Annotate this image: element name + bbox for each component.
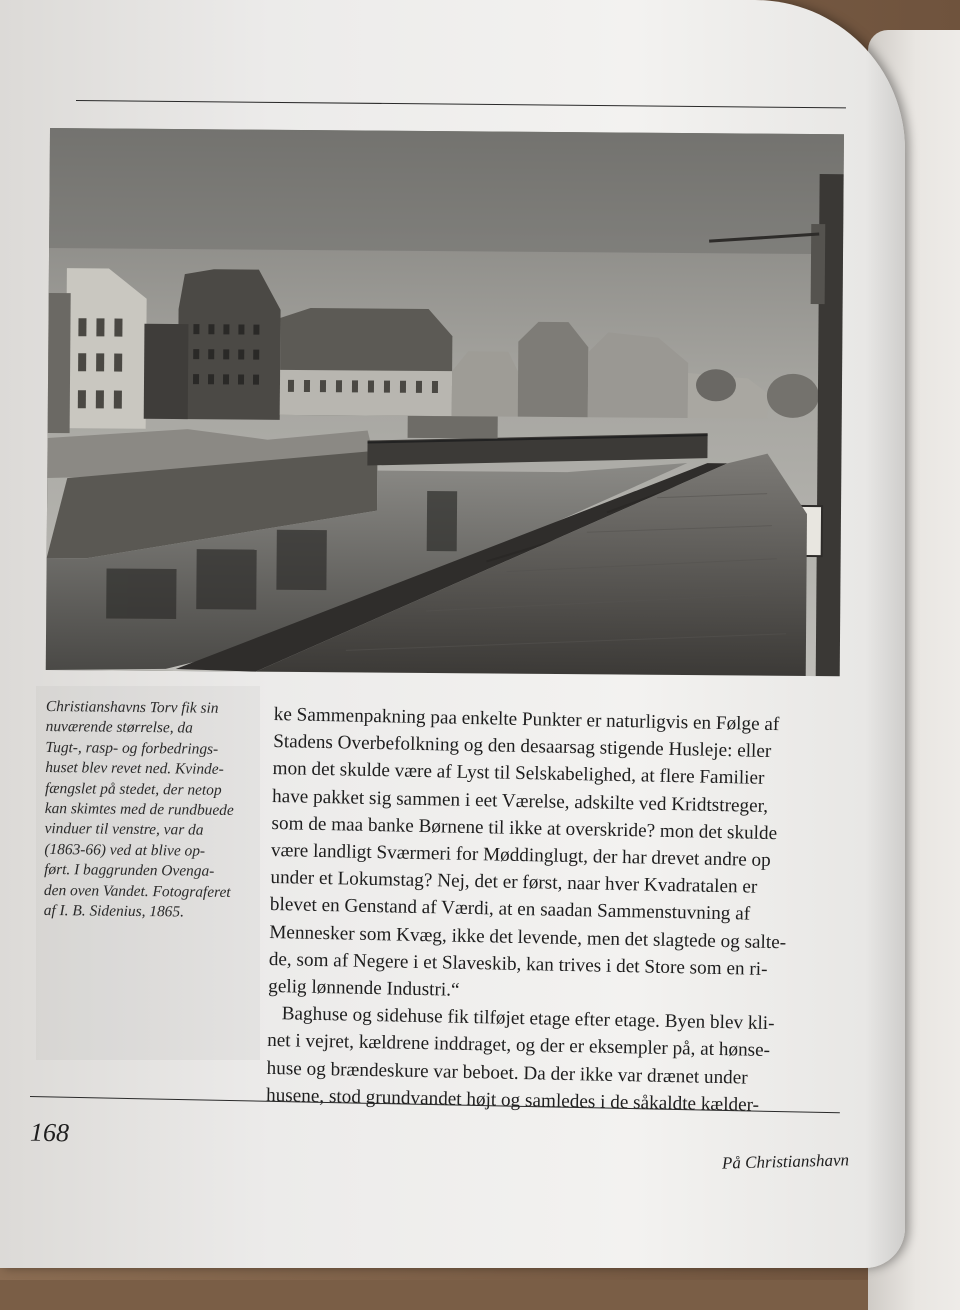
page-curve-shade — [865, 0, 905, 1268]
page-number: 168 — [29, 1117, 70, 1148]
body-line: Baghuse og sidehuse fik tilføjet etage efter etage. Byen blev kli- — [281, 1003, 775, 1035]
canal-photo-illustration — [46, 128, 844, 676]
body-line: huse og brændeskure var beboet. Da der ikke var drænet under — [266, 1057, 748, 1089]
photo-caption: Christianshavns Torv fik sin nuværende størrelse, da Tugt-, rasp- og forbedrings- huset blev revet ned. Kvinde- fængslet på stedet, der netop kan skimtes med de rundbuede vinduer til venstre, var da (1863-66) ved at blive op- ført. I baggrunden Ovenga- den oven Vandet. Fotograferet af I. B. Sidenius, 1865. — [43, 697, 234, 921]
body-line: husene, stod grundvandet højt og samledes i de såkaldte kælder- — [265, 1084, 760, 1116]
body-line: Stadens Overbefolkning og den desaarsag stigende Husleje: eller — [272, 731, 772, 763]
historical-photograph — [46, 128, 844, 676]
body-line: ke Sammenpakning paa enkelte Punkter er naturligvis en Følge af — [273, 703, 780, 736]
body-line: som de maa banke Børnene til ikke at overskride? mon det skulde — [271, 812, 778, 844]
body-line: under et Lokumstag? Nej, det er først, naar hver Kvadratalen er — [270, 867, 758, 898]
body-line: net i vejret, kældrene inddraget, og der er eksempler på, at hønse- — [266, 1030, 771, 1062]
body-line: mon det skulde være af Lyst til Selskabelighed, at flere Familier — [272, 758, 765, 790]
body-line: gelig lønnende Industri.“ — [268, 975, 460, 1001]
body-line: have pakket sig sammen i eet Værelse, adskilte ved Kridtstreger, — [271, 785, 769, 817]
body-text — [266, 701, 844, 1120]
body-line: de, som af Negere i et Slaveskib, kan trives i det Store som en ri- — [268, 948, 768, 980]
body-line: blevet en Genstand af Værdi, at en saadan Sammenstuvning af — [269, 894, 751, 926]
running-footer: På Christianshavn — [721, 1150, 850, 1173]
top-rule — [76, 100, 846, 108]
body-line: være landligt Sværmeri for Møddinglugt, der har drevet andre op — [270, 839, 771, 872]
body-line: Mennesker som Kvæg, ikke det levende, men det slagtede og salte- — [269, 921, 787, 953]
